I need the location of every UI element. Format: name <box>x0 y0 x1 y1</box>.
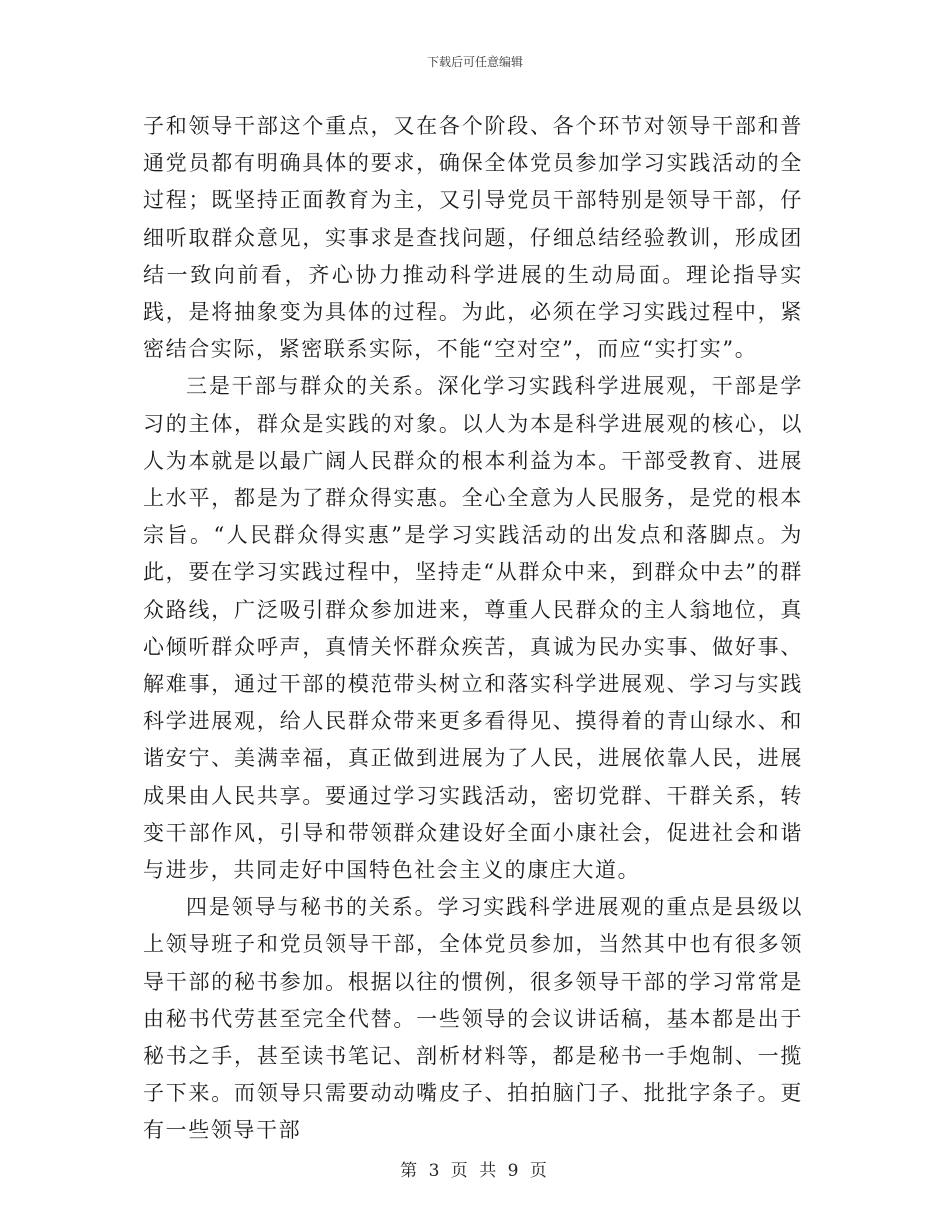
page-header: 下载后可任意编辑 <box>426 55 523 69</box>
document-body <box>143 108 803 1150</box>
paragraph-3: 四是领导与秘书的关系。学习实践科学进展观的重点是县级以上领导班子和党员领导干部，全体党员参加，当然其中也有很多领导干部的秘书参加。根据以往的惯例，很多领导干部的学习常常是由秘书代劳甚至完全代替。一些领导的会议讲话稿，基本都是出于秘书之手，甚至读书笔记、剖析材料等，都是秘书一手炮制、一揽子下来。而领导只需要动动嘴皮子、拍拍脑门子、批批字条子。更有一些领导干部 <box>143 895 803 1143</box>
paragraph-2: 三是干部与群众的关系。深化学习实践科学进展观，干部是学习的主体，群众是实践的对象。以人为本是科学进展观的核心，以人为本就是以最广阔人民群众的根本利益为本。干部受教育、进展上水平，都是为了群众得实惠。全心全意为人民服务，是党的根本宗旨。“人民群众得实惠”是学习实践活动的出发点和落脚点。为此，要在学习实践过程中，坚持走“从群众中来，到群众中去”的群众路线，广泛吸引群众参加进来，尊重人民群众的主人翁地位，真心倾听群众呼声，真情关怀群众疾苦，真诚为民办实事、做好事、解难事，通过干部的模范带头树立和落实科学进展观、学习与实践科学进展观，给人民群众带来更多看得见、摸得着的青山绿水、和谐安宁、美满幸福，真正做到进展为了人民，进展依靠人民，进展成果由人民共享。要通过学习实践活动，密切党群、干群关系，转变干部作风，引导和带领群众建设好全面小康社会，促进社会和谐与进步，共同走好中国特色社会主义的康庄大道。 <box>143 374 803 883</box>
paragraph-1: 子和领导干部这个重点，又在各个阶段、各个环节对领导干部和普通党员都有明确具体的要求，确保全体党员参加学习实践活动的全过程；既坚持正面教育为主，又引导党员干部特别是领导干部，仔细听取群众意见，实事求是查找问题，仔细总结经验教训，形成团结一致向前看，齐心协力推动科学进展的生动局面。理论指导实践，是将抽象变为具体的过程。为此，必须在学习实践过程中，紧密结合实际，紧密联系实际，不能“空对空”，而应“实打实”。 <box>143 114 803 362</box>
page-number: 第 3 页 共 9 页 <box>400 1161 550 1181</box>
